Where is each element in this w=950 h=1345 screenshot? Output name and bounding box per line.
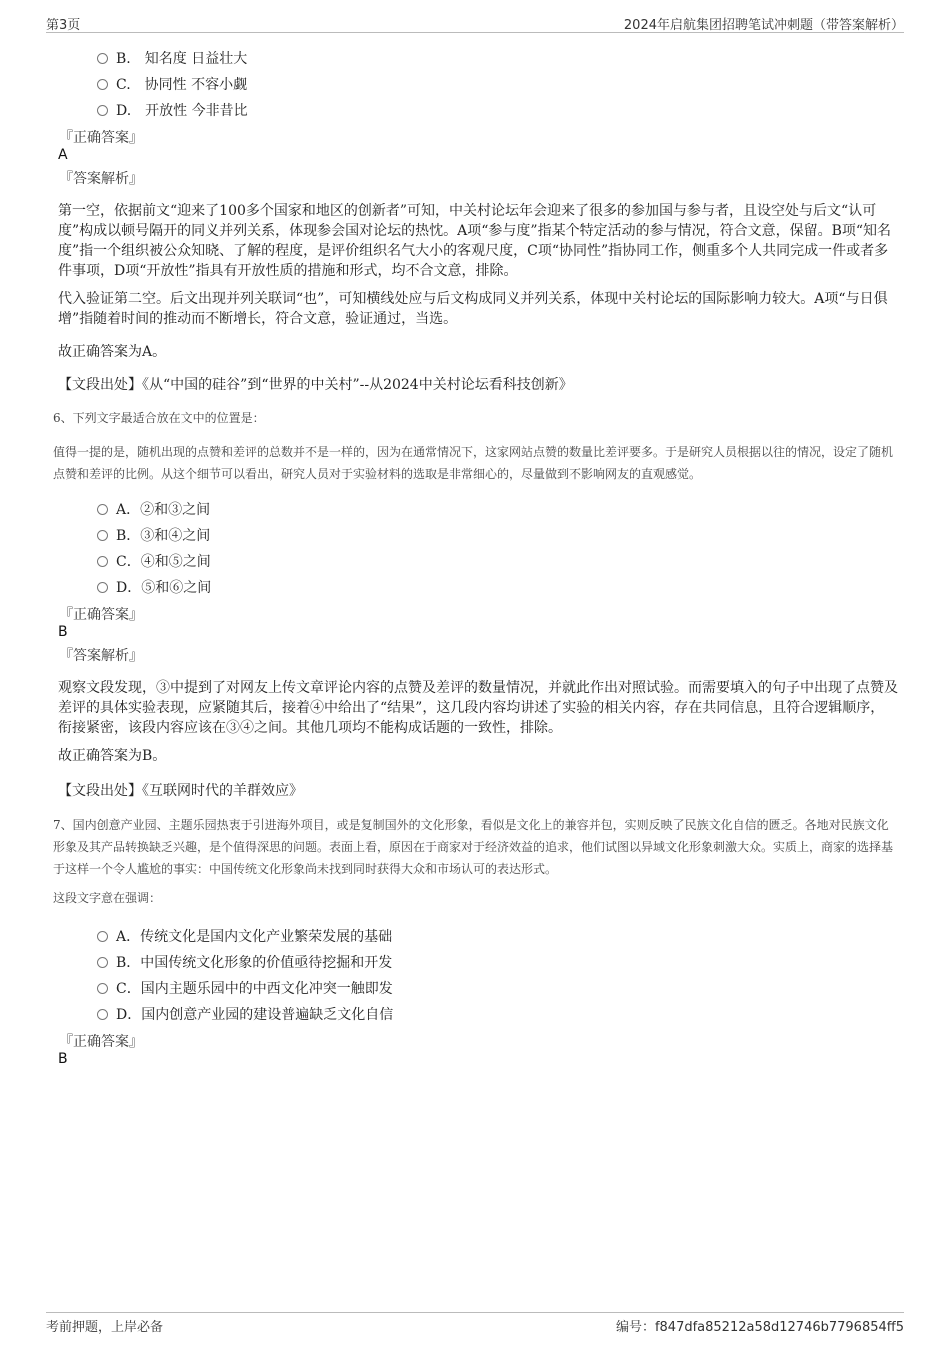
q6-option-a[interactable]: A．②和③之间 xyxy=(97,499,210,519)
q7-option-b[interactable]: B．中国传统文化形象的价值亟待挖掘和开发 xyxy=(97,952,392,972)
page-header xyxy=(46,12,904,33)
footer-slogan: 考前押题，上岸必备 xyxy=(46,1320,164,1335)
q7-option-a[interactable]: A．传统文化是国内文化产业繁荣发展的基础 xyxy=(97,926,392,946)
q5-option-d[interactable]: D. 开放性 今非昔比 xyxy=(97,100,248,120)
radio-icon xyxy=(97,105,108,116)
page-footer xyxy=(46,1312,904,1337)
q6-answer-label: 『正确答案』 xyxy=(59,607,143,623)
page-number: 第3页 xyxy=(46,18,81,33)
q7-answer: B xyxy=(58,1051,68,1067)
q5-answer: A xyxy=(58,147,68,163)
q5-analysis-paragraph-2: 代入验证第二空。后文出现并列关联词“也”，可知横线处应与后文构成同义并列关系，体现中关村论坛的国际影响力较大。A项“与日俱增”指随着时间的推动而不断增长，符合文意，验证通过，当选。 xyxy=(58,291,888,327)
q6-conclusion: 故正确答案为B。 xyxy=(58,748,167,764)
q5-option-b[interactable]: B. 知名度 日益壮大 xyxy=(97,48,247,68)
radio-icon xyxy=(97,556,108,567)
q6-option-b[interactable]: B．③和④之间 xyxy=(97,525,210,545)
q6-analysis-paragraph: 观察文段发现，③中提到了对网友上传文章评论内容的点赞及差评的数量情况，并就此作出对照试验。而需要填入的句子中出现了点赞及差评的具体实验表现，应紧随其后，接着④中给出了“结果”，这几段内容均讲述了实验的相关内容，存在共同信息，且符合逻辑顺序，衔接紧密，该段内容应该在③④之间。其他几项均不能构成话题的一致性，排除。 xyxy=(58,680,898,736)
q5-analysis-label: 『答案解析』 xyxy=(59,171,143,187)
q7-option-d[interactable]: D．国内创意产业园的建设普遍缺乏文化自信 xyxy=(97,1004,393,1024)
q7-option-c[interactable]: C．国内主题乐园中的中西文化冲突一触即发 xyxy=(97,978,393,998)
q5-option-c[interactable]: C. 协同性 不容小觑 xyxy=(97,74,247,94)
q7-passage: 7、国内创意产业园、主题乐园热衷于引进海外项目，或是复制国外的文化形象，看似是文化上的兼容并包，实则反映了民族文化自信的匮乏。各地对民族文化形象及其产品转换缺乏兴趣，是个值得深思的问题。表面上看，原因在于商家对于经济效益的追求，他们试图以异域文化形象刺激大众。实质上，商家的选择基于这样一个令人尴尬的事实：中国传统文化形象尚未找到同时获得大众和市场认可的表达形式。 xyxy=(53,818,894,876)
radio-icon xyxy=(97,530,108,541)
radio-icon xyxy=(97,983,108,994)
q6-source: 【文段出处】《互联网时代的羊群效应》 xyxy=(58,783,303,799)
radio-icon xyxy=(97,582,108,593)
q7-answer-label: 『正确答案』 xyxy=(59,1034,143,1050)
radio-icon xyxy=(97,79,108,90)
radio-icon xyxy=(97,931,108,942)
radio-icon xyxy=(97,1009,108,1020)
document-id: 编号：f847dfa85212a58d12746b7796854ff5 xyxy=(615,1320,904,1335)
q6-analysis-label: 『答案解析』 xyxy=(59,648,143,664)
q5-answer-label: 『正确答案』 xyxy=(59,130,143,146)
q5-analysis-paragraph-1: 第一空，依据前文“迎来了100多个国家和地区的创新者”可知，中关村论坛年会迎来了很多的参加国与参与者，且设空处与后文“认可度”构成以顿号隔开的同义并列关系，体现参会国对论坛的热忱。A项“参与度”指某个特定活动的参与情况，符合文意，保留。B项“知名度”指一个组织被公众知晓、了解的程度，是评价组织名气大小的客观尺度，C项“协同性”指协同工作，侧重多个人共同完成一件或者多件事项，D项“开放性”指具有开放性质的措施和形式，均不合文意，排除。 xyxy=(58,203,892,279)
q6-question: 6、下列文字最适合放在文中的位置是： xyxy=(53,411,265,425)
q7-question: 这段文字意在强调： xyxy=(53,891,162,905)
q6-option-d[interactable]: D．⑤和⑥之间 xyxy=(97,577,211,597)
q6-option-c[interactable]: C．④和⑤之间 xyxy=(97,551,211,571)
q5-source: 【文段出处】《从“中国的硅谷”到“世界的中关村”--从2024中关村论坛看科技创新》 xyxy=(58,377,573,393)
document-title: 2024年启航集团招聘笔试冲刺题（带答案解析） xyxy=(623,18,904,33)
q6-passage: 值得一提的是，随机出现的点赞和差评的总数并不是一样的，因为在通常情况下，这家网站点赞的数量比差评要多。于是研究人员根据以往的情况，设定了随机点赞和差评的比例。从这个细节可以看出，研究人员对于实验材料的选取是非常细心的，尽量做到不影响网友的直观感觉。 xyxy=(53,445,894,481)
q6-answer: B xyxy=(58,624,68,640)
radio-icon xyxy=(97,957,108,968)
q5-conclusion: 故正确答案为A。 xyxy=(58,344,167,360)
radio-icon xyxy=(97,504,108,515)
radio-icon xyxy=(97,53,108,64)
